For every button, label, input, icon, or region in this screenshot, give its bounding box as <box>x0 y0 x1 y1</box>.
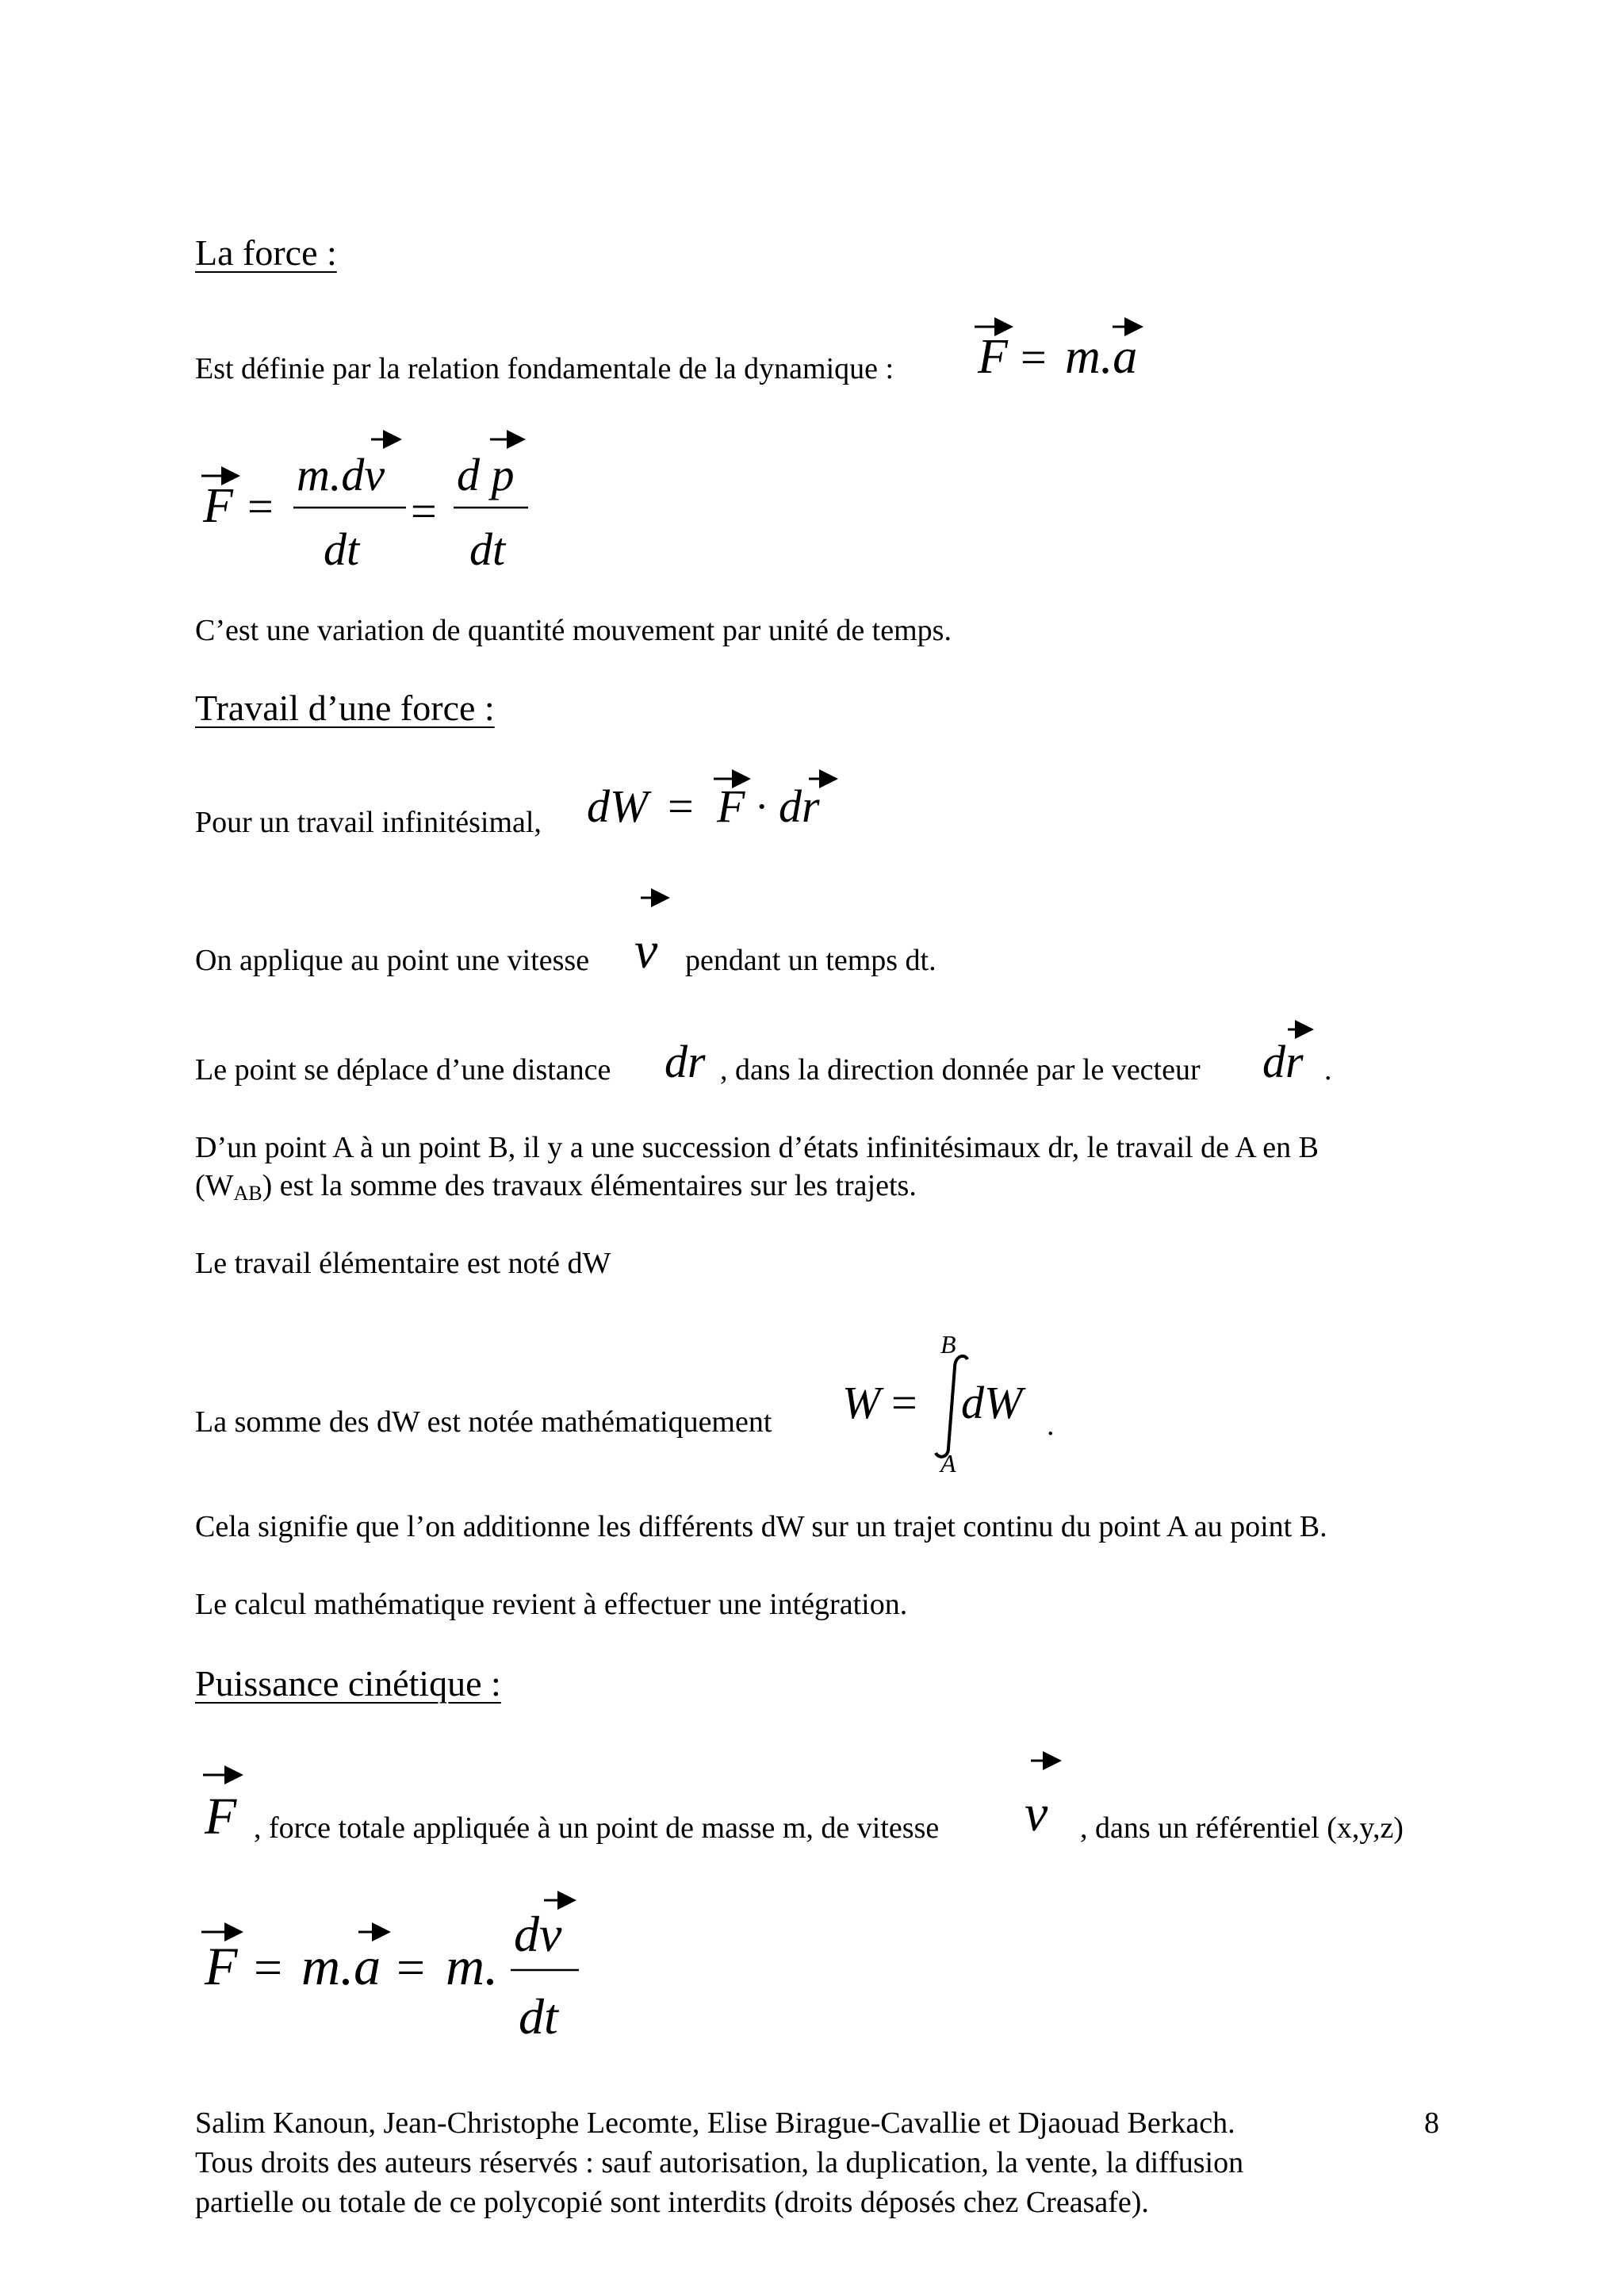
svg-text:m.a: m.a <box>301 1936 381 1996</box>
svg-text:dr: dr <box>779 780 820 832</box>
equation-newton-second-law <box>195 1884 599 2059</box>
force-explanation-text: C’est une variation de quantité mouvement par unité de temps. <box>195 614 952 647</box>
svg-text:=: = <box>668 780 694 832</box>
svg-text:dv: dv <box>514 1906 562 1962</box>
svg-text:W: W <box>842 1377 881 1428</box>
svg-text:dr: dr <box>1262 1036 1304 1087</box>
displacement-text-end: . <box>1324 1053 1332 1087</box>
svg-text:d p: d p <box>457 449 515 500</box>
vector-f-symbol <box>195 1761 259 1848</box>
svg-text:F: F <box>205 1788 237 1846</box>
svg-text:=: = <box>1021 332 1047 383</box>
svg-text:m.: m. <box>446 1936 499 1996</box>
svg-text:=: = <box>247 481 274 532</box>
referential-text: , dans un référentiel (x,y,z) <box>1080 1811 1404 1845</box>
vector-v-symbol <box>626 884 682 979</box>
vector-v-symbol-2 <box>1015 1745 1078 1848</box>
svg-text:v: v <box>634 922 658 979</box>
svg-text:F: F <box>203 479 233 533</box>
svg-text:·: · <box>755 784 769 830</box>
section-heading-puissance: Puissance cinétique : <box>195 1663 501 1704</box>
svg-text:A: A <box>940 1449 956 1478</box>
svg-text:=: = <box>891 1377 917 1428</box>
equation-integral <box>837 1324 1067 1480</box>
equation-f-equals-ma <box>971 316 1154 387</box>
force-definition-text: Est définie par la relation fondamentale de la dynamique : <box>195 352 894 385</box>
wab-rest: ) est la somme des travaux élémentaires sur les trajets. <box>262 1169 917 1202</box>
velocity-text-before: On applique au point une vitesse <box>195 944 590 977</box>
svg-text:dt: dt <box>469 523 506 575</box>
integral-end-dot: . <box>1047 1409 1055 1442</box>
integral-intro-text: La somme des dW est notée mathématiquement <box>195 1405 772 1439</box>
section-heading-force: La force : <box>195 232 337 273</box>
vector-dr-symbol <box>1261 1015 1324 1094</box>
wab-subscript: AB <box>233 1182 262 1205</box>
footer-authors: Salim Kanoun, Jean-Christophe Lecomte, Elise Birague-Cavallie et Djaouad Berkach. <box>195 2106 1235 2140</box>
displacement-text-before: Le point se déplace d’une distance <box>195 1053 611 1087</box>
succession-text-line2 <box>195 1171 917 1204</box>
svg-text:dW: dW <box>587 780 649 832</box>
svg-text:v: v <box>1025 1784 1048 1842</box>
svg-text:F: F <box>205 1936 238 1996</box>
svg-text:dt: dt <box>519 1988 558 2045</box>
svg-text:F: F <box>978 330 1008 384</box>
equation-dw <box>585 766 847 838</box>
page-number: 8 <box>1424 2106 1439 2140</box>
svg-text:m.dv: m.dv <box>297 449 385 500</box>
velocity-text-after: pendant un temps dt. <box>685 944 936 977</box>
svg-text:dt: dt <box>324 523 360 575</box>
svg-text:B: B <box>940 1330 956 1359</box>
footer-rights-line1: Tous droits des auteurs réservés : sauf autorisation, la duplication, la vente, la diffusion <box>195 2146 1244 2179</box>
succession-text-line1: D’un point A à un point B, il y a une succession d’états infinitésimaux dr, le travail de A en B <box>195 1131 1319 1164</box>
svg-text:=: = <box>411 485 437 537</box>
continuous-path-text: Cela signifie que l’on additionne les différents dW sur un trajet continu du point A au point B. <box>195 1510 1327 1543</box>
elementary-work-text: Le travail élémentaire est noté dW <box>195 1247 611 1280</box>
svg-text:dr: dr <box>665 1036 706 1087</box>
section-heading-travail: Travail d’une force : <box>195 688 495 728</box>
total-force-text: , force totale appliquée à un point de masse m, de vitesse <box>254 1811 940 1845</box>
equation-f-derivative <box>195 428 544 579</box>
footer-rights-line2: partielle ou totale de ce polycopié sont interdits (droits déposés chez Creasafe). <box>195 2186 1149 2219</box>
infinitesimal-work-text: Pour un travail infinitésimal, <box>195 806 542 839</box>
svg-text:dW: dW <box>961 1377 1023 1428</box>
dr-scalar-symbol <box>663 1028 723 1091</box>
svg-text:=: = <box>254 1939 283 1995</box>
displacement-text-middle: , dans la direction donnée par le vecteur <box>720 1053 1201 1087</box>
integration-text: Le calcul mathématique revient à effectuer une intégration. <box>195 1588 908 1621</box>
svg-text:F: F <box>717 780 745 832</box>
wab-open: (W <box>195 1169 234 1202</box>
svg-text:m.a: m.a <box>1065 330 1138 384</box>
svg-text:=: = <box>396 1939 426 1995</box>
